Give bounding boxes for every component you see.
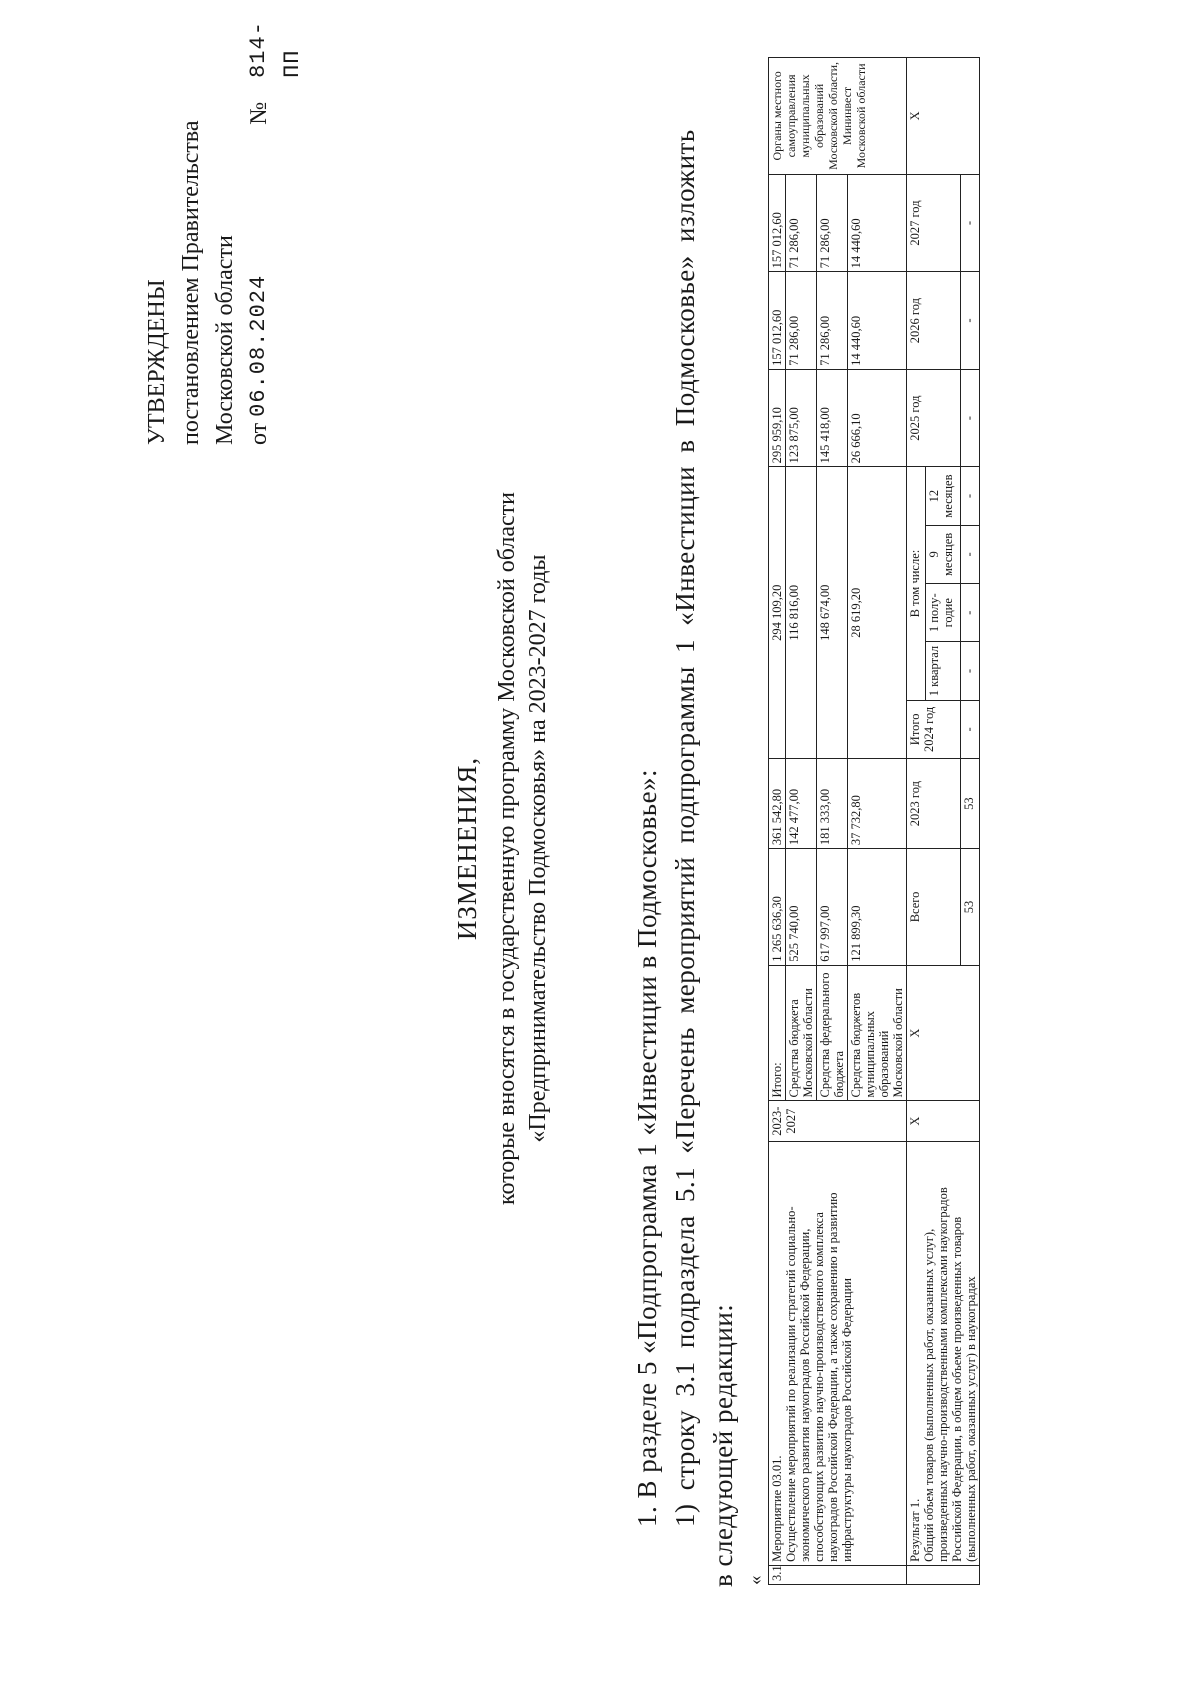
open-quote: « [745,1575,766,1585]
value-total: 53 [960,849,979,966]
funding-2023: 361 542,80 [769,759,786,849]
value-2025: - [960,369,979,467]
value-12m: - [960,467,979,525]
result-text: Общий объем товаров (выполненных работ, оказанных услуг), произведенных научно-производственными комплексами наукоградов Российской Федерации, в общем объеме произведенных товаров (выполненных работ, оказанных услуг) в наукоградах [922,1187,978,1562]
value-2024: - [960,700,979,758]
funding-2025: 26 666,10 [848,369,907,467]
date-prefix: от [246,422,272,445]
header-2023: 2023 год [907,759,961,849]
funding-2026: 157 012,60 [769,272,786,370]
result-cell [907,1141,980,1565]
result-x-source: X [907,965,980,1101]
funding-2024: 294 109,20 [769,467,786,759]
value-9m: - [960,525,979,583]
paragraph-2: 1) строку 3.1 подраздела 5.1 «Перечень мероприятий подпрограммы 1 «Инвестиции в Подмосковье» изложить [670,129,700,1527]
funding-total: 121 899,30 [848,849,907,966]
header-2025: 2025 год [907,369,961,467]
value-2027: - [960,174,979,272]
funding-2023: 142 477,00 [786,759,817,849]
paragraph-3: в следующей редакции: [708,1303,738,1587]
header-including: В том числе: [907,467,926,700]
header-q1: 1 квартал [926,642,961,700]
table-row [907,58,926,1585]
funding-2027: 71 286,00 [786,174,817,272]
header-total: Всего [907,849,961,966]
funding-2026: 14 440,60 [848,272,907,370]
funding-2027: 14 440,60 [848,174,907,272]
approval-line-1: постановлением Правительства [178,120,204,445]
funding-2024: 28 619,20 [848,467,907,759]
header-h1: 1 полу-годие [926,584,961,642]
result-title: Результат 1. [908,1498,922,1562]
funding-2025: 145 418,00 [817,369,848,467]
approval-date: 06.08.2024 [246,274,271,417]
funding-2023: 37 732,80 [848,759,907,849]
responsible-cell: Органы местного самоуправления муниципальных образований Московской области, Мининвест Московской области [769,58,907,175]
funding-2025: 295 959,10 [769,369,786,467]
funding-source: Итого: [769,965,786,1101]
funding-total: 525 740,00 [786,849,817,966]
document-subtitle [492,0,554,1697]
table-row [769,58,786,1585]
approval-block [140,0,310,445]
header-12m: 12 месяцев [926,467,961,525]
funding-source: Средства федерального бюджета [817,965,848,1101]
funding-total: 1 265 636,30 [769,849,786,966]
funding-total: 617 997,00 [817,849,848,966]
subtitle-line-1: которые вносятся в государственную программу Московской области [494,492,520,1205]
measures-table [768,57,980,1585]
event-cell [769,1141,907,1565]
approval-number: 814-ПП [246,21,305,78]
subtitle-line-2: «Предпринимательство Подмосковья» на 2023-2027 годы [525,554,551,1143]
header-9m: 9 месяцев [926,525,961,583]
event-title: Мероприятие 03.01. [770,1455,784,1562]
approval-date-number [242,0,310,445]
row-number: 3.1 [769,1565,907,1584]
value-2026: - [960,272,979,370]
funding-2026: 71 286,00 [817,272,848,370]
funding-2026: 71 286,00 [786,272,817,370]
value-h1: - [960,584,979,642]
approval-line-2: Московской области [212,235,238,445]
funding-2027: 157 012,60 [769,174,786,272]
header-2026: 2026 год [907,272,961,370]
funding-2024: 116 816,00 [786,467,817,759]
header-2024: Итого 2024 год [907,700,961,758]
number-sign: № [246,101,272,125]
funding-2024: 148 674,00 [817,467,848,759]
header-2027: 2027 год [907,174,961,272]
funding-source: Средства бюджетов муниципальных образований Московской области [848,965,907,1101]
value-q1: - [960,642,979,700]
funding-2023: 181 333,00 [817,759,848,849]
paragraph-1: 1. В разделе 5 «Подпрограмма 1 «Инвестиции в Подмосковье»: [632,768,662,1527]
period-cell: 2023-2027 [769,1101,907,1141]
approval-heading: УТВЕРЖДЕНЫ [144,279,170,445]
funding-2027: 71 286,00 [817,174,848,272]
result-x-responsible: X [907,58,980,175]
event-text: Осуществление мероприятий по реализации стратегий социально-экономического развития наукоградов Российской Федерации, способствующих развитию научно-производственного комплекса наукоградов Российской Федерации, а также сохранению и развитию инфраструктуры наукоградов Российской Федерации [784,1192,854,1562]
document-title: ИЗМЕНЕНИЯ, [452,756,482,941]
funding-source: Средства бюджета Московской области [786,965,817,1101]
value-2023: 53 [960,759,979,849]
result-x-period: X [907,1101,980,1141]
funding-2025: 123 875,00 [786,369,817,467]
